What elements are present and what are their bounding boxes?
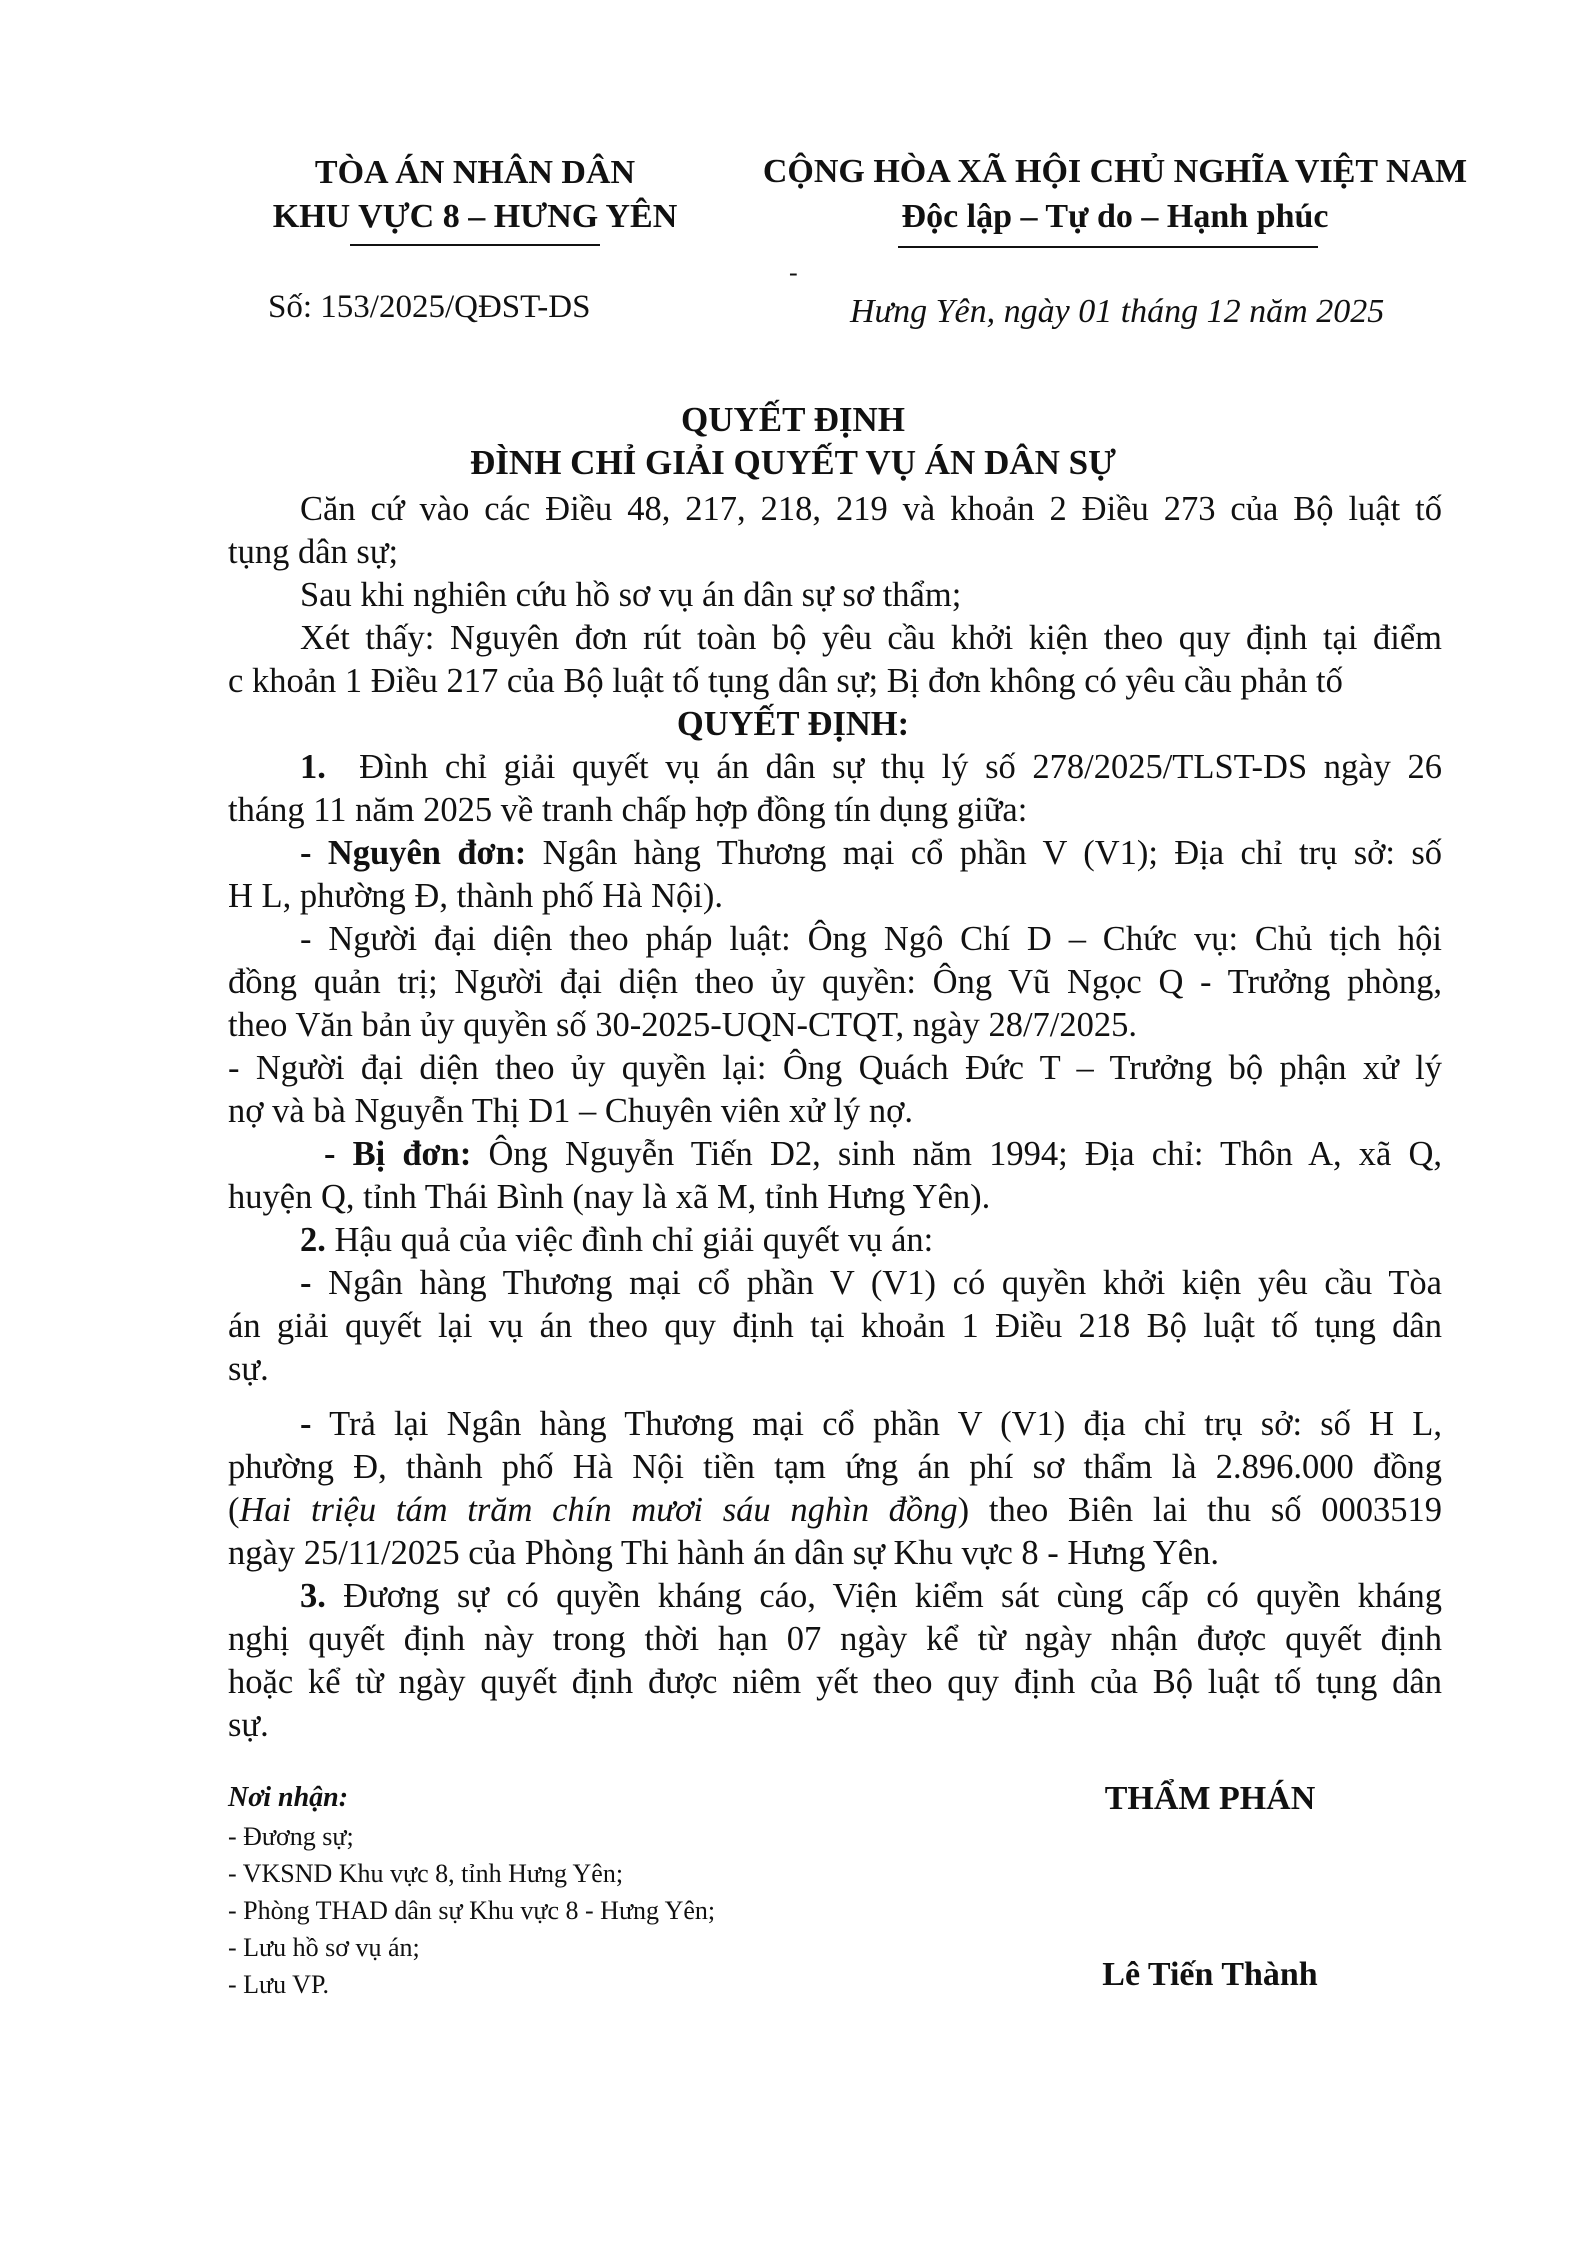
motto-underline bbox=[898, 246, 1318, 248]
court-name-underline bbox=[350, 244, 600, 246]
item-3-line2: nghị quyết định này trong thời hạn 07 ngày kể từ ngày nhận được quyết định bbox=[228, 1620, 1442, 1658]
amount-in-words: Hai triệu tám trăm chín mươi sáu nghìn đồng bbox=[239, 1491, 958, 1529]
consequence-1-dash: - bbox=[300, 1264, 312, 1302]
document-title: QUYẾT ĐỊNH bbox=[681, 400, 905, 439]
recipients-heading: Nơi nhận: bbox=[228, 1782, 349, 1813]
item-3-line4: sự. bbox=[228, 1706, 269, 1744]
legal-basis-line1: Căn cứ vào các Điều 48, 217, 218, 219 và khoản 2 Điều 273 của Bộ luật tố bbox=[300, 490, 1442, 528]
consequence-2-line4: ngày 25/11/2025 của Phòng Thi hành án dân sự Khu vực 8 - Hưng Yên. bbox=[228, 1534, 1219, 1572]
review-statement: Sau khi nghiên cứu hồ sơ vụ án dân sự sơ thẩm; bbox=[300, 576, 962, 614]
legal-rep-line2: đồng quản trị; Người đại diện theo ủy quyền: Ông Vũ Ngọc Q - Trưởng phòng, bbox=[228, 963, 1442, 1001]
plaintiff-line1 bbox=[300, 832, 1442, 875]
item-1-number: 1. bbox=[300, 748, 326, 786]
sub-rep-line2: nợ và bà Nguyễn Thị D1 – Chuyên viên xử lý nợ. bbox=[228, 1092, 914, 1130]
item-1-line2: tháng 11 năm 2025 về tranh chấp hợp đồng tín dụng giữa: bbox=[228, 791, 1028, 829]
consequence-2-dash: - bbox=[300, 1405, 312, 1443]
recipient-item: - VKSND Khu vực 8, tỉnh Hưng Yên; bbox=[228, 1859, 624, 1888]
plaintiff-line2: H L, phường Đ, thành phố Hà Nội). bbox=[228, 877, 723, 915]
consequence-1-text: Ngân hàng Thương mại cổ phần V (V1) có quyền khởi kiện yêu cầu Tòa bbox=[328, 1264, 1442, 1302]
judge-name: Lê Tiến Thành bbox=[1102, 1956, 1318, 1993]
court-name-line1: TÒA ÁN NHÂN DÂN bbox=[314, 154, 636, 191]
consequence-2-line2: phường Đ, thành phố Hà Nội tiền tạm ứng án phí sơ thẩm là 2.896.000 đồng bbox=[228, 1448, 1442, 1486]
item-3-number: 3. bbox=[300, 1577, 326, 1615]
place-and-date: Hưng Yên, ngày 01 tháng 12 năm 2025 bbox=[850, 293, 1385, 330]
consequence-2-line1 bbox=[300, 1403, 1442, 1446]
item-2-number: 2. bbox=[300, 1221, 326, 1259]
finding-line1: Xét thấy: Nguyên đơn rút toàn bộ yêu cầu khởi kiện theo quy định tại điểm bbox=[300, 619, 1442, 657]
receipt-text: ) theo Biên lai thu số 0003519 bbox=[957, 1491, 1442, 1529]
recipient-item: - Đương sự; bbox=[228, 1822, 354, 1851]
recipient-item: - Phòng THAD dân sự Khu vực 8 - Hưng Yên; bbox=[228, 1896, 716, 1925]
item-2-text: Hậu quả của việc đình chỉ giải quyết vụ án: bbox=[334, 1221, 934, 1259]
finding-line2: c khoản 1 Điều 217 của Bộ luật tố tụng dân sự; Bị đơn không có yêu cầu phản tố bbox=[228, 662, 1343, 700]
item-1-text: Đình chỉ giải quyết vụ án dân sự thụ lý số 278/2025/TLST-DS ngày 26 bbox=[359, 748, 1442, 786]
defendant-label: - Bị đơn: bbox=[324, 1135, 472, 1173]
stray-mark: - bbox=[789, 258, 798, 287]
defendant-line1 bbox=[324, 1133, 1442, 1176]
defendant-line2: huyện Q, tỉnh Thái Bình (nay là xã M, tỉnh Hưng Yên). bbox=[228, 1178, 991, 1216]
defendant-text: Ông Nguyễn Tiến D2, sinh năm 1994; Địa chỉ: Thôn A, xã Q, bbox=[488, 1135, 1442, 1173]
consequence-1-line3: sự. bbox=[228, 1350, 269, 1388]
consequence-1-line1 bbox=[300, 1262, 1442, 1305]
plaintiff-text: Ngân hàng Thương mại cổ phần V (V1); Địa chỉ trụ sở: số bbox=[542, 834, 1443, 872]
consequence-2-text: Trả lại Ngân hàng Thương mại cổ phần V (V1) địa chỉ trụ sở: số H L, bbox=[329, 1405, 1442, 1443]
republic-name: CỘNG HÒA XÃ HỘI CHỦ NGHĨA VIỆT NAM bbox=[762, 153, 1468, 190]
republic-motto: Độc lập – Tự do – Hạnh phúc bbox=[901, 198, 1329, 235]
plaintiff-label: - Nguyên đơn: bbox=[300, 834, 527, 872]
legal-basis-line2: tụng dân sự; bbox=[228, 533, 399, 571]
paren-open: ( bbox=[228, 1491, 240, 1529]
document-number: Số: 153/2025/QĐST-DS bbox=[268, 289, 591, 325]
item-3-line3: hoặc kể từ ngày quyết định được niêm yết theo quy định của Bộ luật tố tụng dân bbox=[228, 1663, 1442, 1701]
legal-rep-line1: - Người đại diện theo pháp luật: Ông Ngô Chí D – Chức vụ: Chủ tịch hội bbox=[300, 920, 1442, 958]
decision-heading: QUYẾT ĐỊNH: bbox=[676, 705, 910, 743]
consequence-1-line2: án giải quyết lại vụ án theo quy định tại khoản 1 Điều 218 Bộ luật tố tụng dân bbox=[228, 1307, 1442, 1345]
court-name-line2: KHU VỰC 8 – HƯNG YÊN bbox=[272, 198, 678, 235]
recipient-item: - Lưu hồ sơ vụ án; bbox=[228, 1933, 420, 1962]
item-2-heading bbox=[300, 1219, 1514, 1262]
judge-title: THẨM PHÁN bbox=[1104, 1780, 1316, 1817]
sub-rep-line1: - Người đại diện theo ủy quyền lại: Ông Quách Đức T – Trưởng bộ phận xử lý bbox=[228, 1049, 1442, 1087]
item-3-text: Đương sự có quyền kháng cáo, Viện kiểm sát cùng cấp có quyền kháng bbox=[343, 1577, 1442, 1615]
recipient-item: - Lưu VP. bbox=[228, 1970, 330, 1999]
item-1-line1 bbox=[300, 746, 1442, 789]
document-subtitle: ĐÌNH CHỈ GIẢI QUYẾT VỤ ÁN DÂN SỰ bbox=[470, 443, 1116, 482]
item-3-line1 bbox=[300, 1575, 1442, 1618]
consequence-2-line3 bbox=[228, 1489, 1442, 1532]
legal-rep-line3: theo Văn bản ủy quyền số 30-2025-UQN-CTQT, ngày 28/7/2025. bbox=[228, 1006, 1138, 1044]
